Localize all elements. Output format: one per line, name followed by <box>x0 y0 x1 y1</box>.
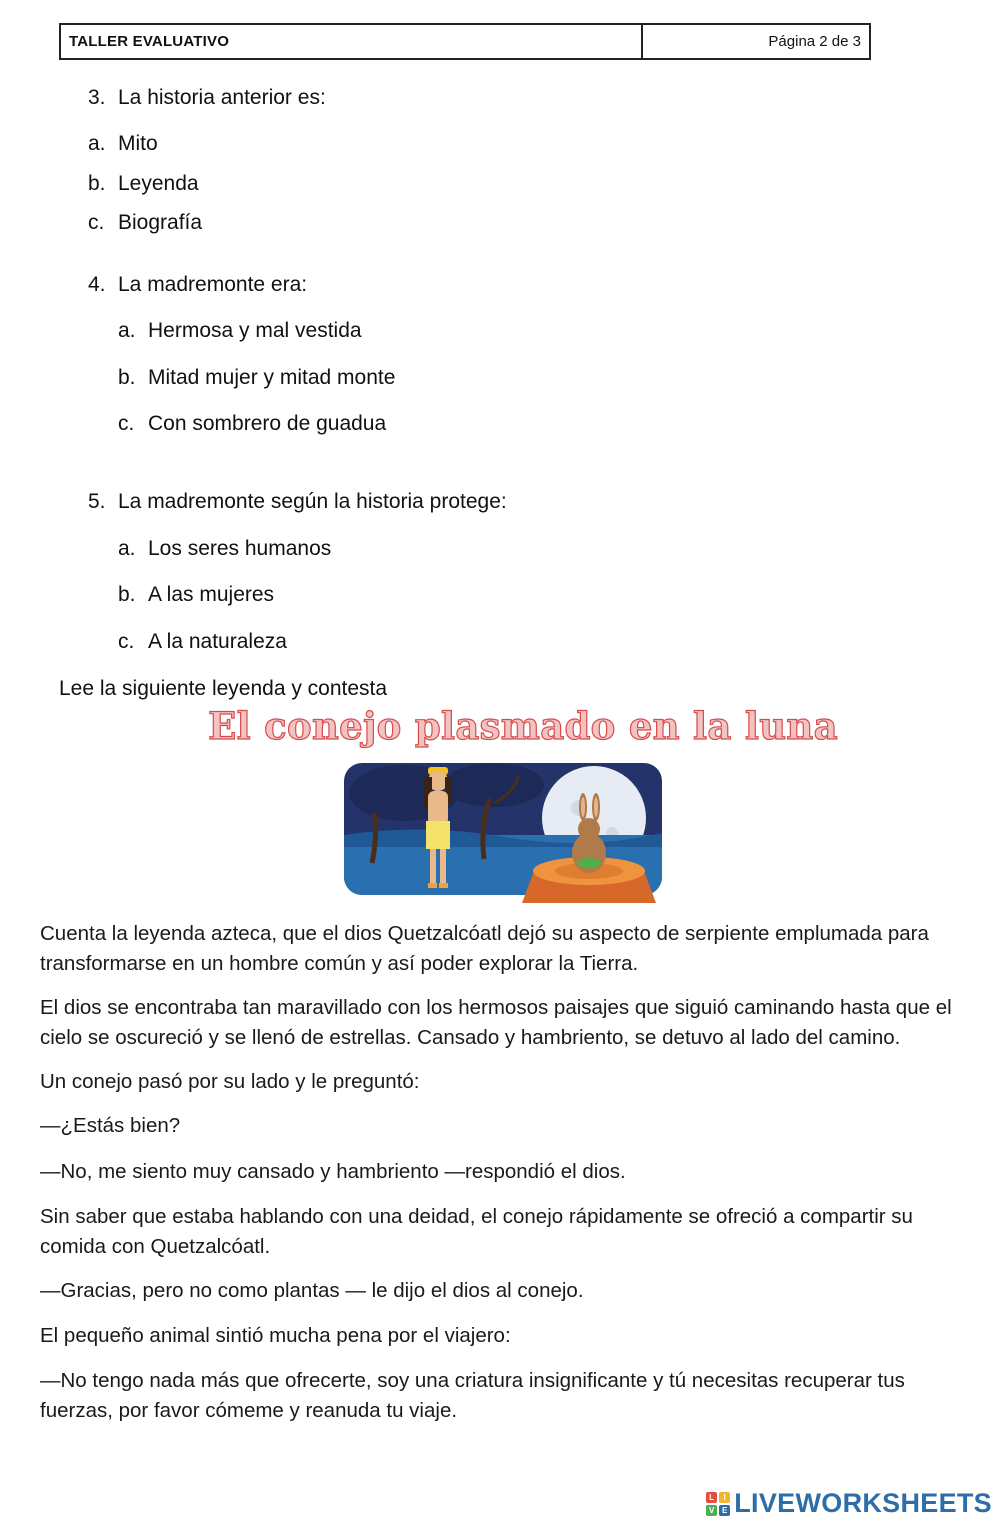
question-4 <box>88 273 307 297</box>
reading-instruction: Lee la siguiente leyenda y contesta <box>59 677 388 700</box>
option-text: A las mujeres <box>148 583 275 606</box>
liveworksheets-logo[interactable] <box>706 1488 992 1519</box>
question-text: La madremonte era: <box>118 273 308 296</box>
option-text: Con sombrero de guadua <box>148 412 387 435</box>
option-letter: a. <box>118 319 136 342</box>
option-text: Mito <box>118 132 158 155</box>
page-number: Página 2 de 3 <box>768 33 861 50</box>
story-paragraph-2: El dios se encontraba tan maravillado con los hermosos paisajes que siguió caminando hasta que el cielo se oscureció y se llenó de estrellas. Cansado y hambriento, se detuvo al lado del camino. <box>40 996 952 1049</box>
option-letter: b. <box>118 583 136 606</box>
story-dialogue-3: —Gracias, pero no como plantas — le dijo el dios al conejo. <box>40 1279 584 1302</box>
option-text: A la naturaleza <box>148 630 287 653</box>
option-5b[interactable] <box>118 583 274 607</box>
option-text: Hermosa y mal vestida <box>148 319 362 342</box>
logo-letter: V <box>706 1505 717 1516</box>
question-text: La madremonte según la historia protege: <box>118 490 507 513</box>
logo-letter: L <box>706 1492 717 1503</box>
option-3b[interactable] <box>88 172 199 196</box>
story-paragraph-4: Sin saber que estaba hablando con una deidad, el conejo rápidamente se ofreció a compartir su comida con Quetzalcóatl. <box>40 1205 913 1258</box>
option-letter: c. <box>88 211 105 234</box>
question-3 <box>88 86 326 110</box>
logo-letter: E <box>719 1505 730 1516</box>
option-text: Los seres humanos <box>148 537 332 560</box>
logo-icon <box>706 1492 730 1516</box>
legend-title: El conejo plasmado en la luna <box>208 704 838 748</box>
option-letter: a. <box>88 132 106 155</box>
option-letter: a. <box>118 537 136 560</box>
option-3a[interactable] <box>88 132 158 156</box>
option-text: Leyenda <box>118 172 199 195</box>
question-number: 5. <box>88 490 106 513</box>
option-text: Mitad mujer y mitad monte <box>148 366 396 389</box>
question-5 <box>88 490 507 514</box>
rabbit-moon-illustration <box>344 763 662 915</box>
worksheet-title: TALLER EVALUATIVO <box>61 25 643 58</box>
option-4a[interactable] <box>118 319 362 343</box>
brand-name: LIVEWORKSHEETS <box>734 1488 992 1518</box>
story-dialogue-2: —No, me siento muy cansado y hambriento —respondió el dios. <box>40 1160 626 1183</box>
question-number: 4. <box>88 273 106 296</box>
option-3c[interactable] <box>88 211 202 235</box>
question-number: 3. <box>88 86 106 109</box>
option-4b[interactable] <box>118 366 395 390</box>
option-letter: c. <box>118 630 135 653</box>
option-letter: b. <box>88 172 106 195</box>
question-text: La historia anterior es: <box>118 86 326 109</box>
story-dialogue-1: —¿Estás bien? <box>40 1114 181 1137</box>
option-5a[interactable] <box>118 537 331 561</box>
option-text: Biografía <box>118 211 203 234</box>
page-header <box>59 23 871 60</box>
story-paragraph-5: El pequeño animal sintió mucha pena por el viajero: <box>40 1324 511 1347</box>
logo-letter: I <box>719 1492 730 1503</box>
story-paragraph-1: Cuenta la leyenda azteca, que el dios Quetzalcóatl dejó su aspecto de serpiente emplumada para transformarse en un hombre común y así poder explorar la Tierra. <box>40 922 929 975</box>
story-paragraph-3: Un conejo pasó por su lado y le preguntó: <box>40 1070 420 1093</box>
story-dialogue-4: —No tengo nada más que ofrecerte, soy una criatura insignificante y tú necesitas recuperar tus fuerzas, por favor cómeme y reanuda tu viaje. <box>40 1369 905 1422</box>
option-4c[interactable] <box>118 412 386 436</box>
option-letter: c. <box>118 412 135 435</box>
option-5c[interactable] <box>118 630 287 654</box>
option-letter: b. <box>118 366 136 389</box>
